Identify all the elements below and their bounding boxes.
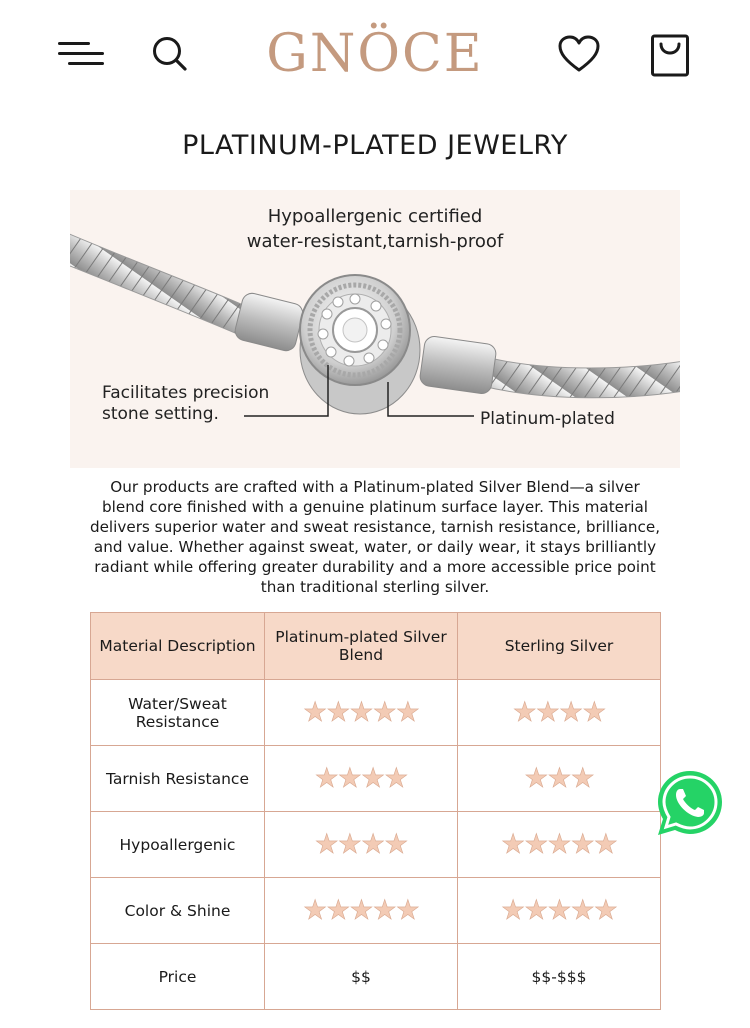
star-rating: ★★★★★ (302, 895, 420, 926)
table-row (91, 812, 661, 878)
star-rating: ★★★ (524, 763, 594, 794)
figure-caption-line2: water-resistant,tarnish-proof (246, 231, 504, 252)
brand-logo[interactable]: GNÖCE (266, 24, 484, 84)
figure-note-left-line1: Facilitates precision (102, 383, 270, 403)
table-row (91, 944, 661, 1010)
comparison-table (90, 612, 661, 1010)
price-silver: $$-$$$ (458, 944, 661, 1010)
header-silver: Sterling Silver (458, 613, 661, 680)
shopping-bag-icon[interactable] (650, 32, 690, 78)
star-rating: ★★★★ (314, 829, 408, 860)
table-row (91, 680, 661, 746)
whatsapp-button[interactable] (655, 768, 725, 838)
table-row (91, 878, 661, 944)
search-icon[interactable] (150, 34, 190, 74)
heart-icon[interactable] (557, 34, 601, 74)
star-rating: ★★★★ (512, 697, 606, 728)
menu-icon[interactable] (58, 40, 104, 68)
star-rating: ★★★★★ (302, 697, 420, 728)
star-rating: ★★★★★ (500, 895, 618, 926)
header-material: Material Description (91, 613, 265, 680)
row-label: Color & Shine (91, 878, 265, 944)
row-label: Tarnish Resistance (91, 746, 265, 812)
product-figure (70, 190, 680, 468)
row-label: Price (91, 944, 265, 1010)
header-platinum: Platinum-plated Silver Blend (265, 613, 458, 680)
material-description: Our products are crafted with a Platinum-plated Silver Blend—a silver blend core finished with a genuine platinum surface layer. This material delivers superior water and sweat resistance, tarnish resistance, brilliance, and value. Whether against sweat, water, or daily wear, it stays brilliantly radiant while offering greater durability and a more accessible price point than traditional sterling silver. (89, 478, 661, 596)
row-label: Hypoallergenic (91, 812, 265, 878)
table-header-row (91, 613, 661, 680)
star-rating: ★★★★★ (500, 829, 618, 860)
site-header (0, 0, 750, 110)
figure-caption-line1: Hypoallergenic certified (267, 206, 483, 227)
table-row (91, 746, 661, 812)
figure-note-right: Platinum-plated (480, 409, 615, 429)
row-label: Water/Sweat Resistance (91, 680, 265, 746)
figure-note-left-line2: stone setting. (102, 404, 219, 424)
whatsapp-icon (655, 768, 725, 838)
price-platinum: $$ (265, 944, 458, 1010)
page-title: PLATINUM-PLATED JEWELRY (182, 130, 568, 161)
star-rating: ★★★★ (314, 763, 408, 794)
